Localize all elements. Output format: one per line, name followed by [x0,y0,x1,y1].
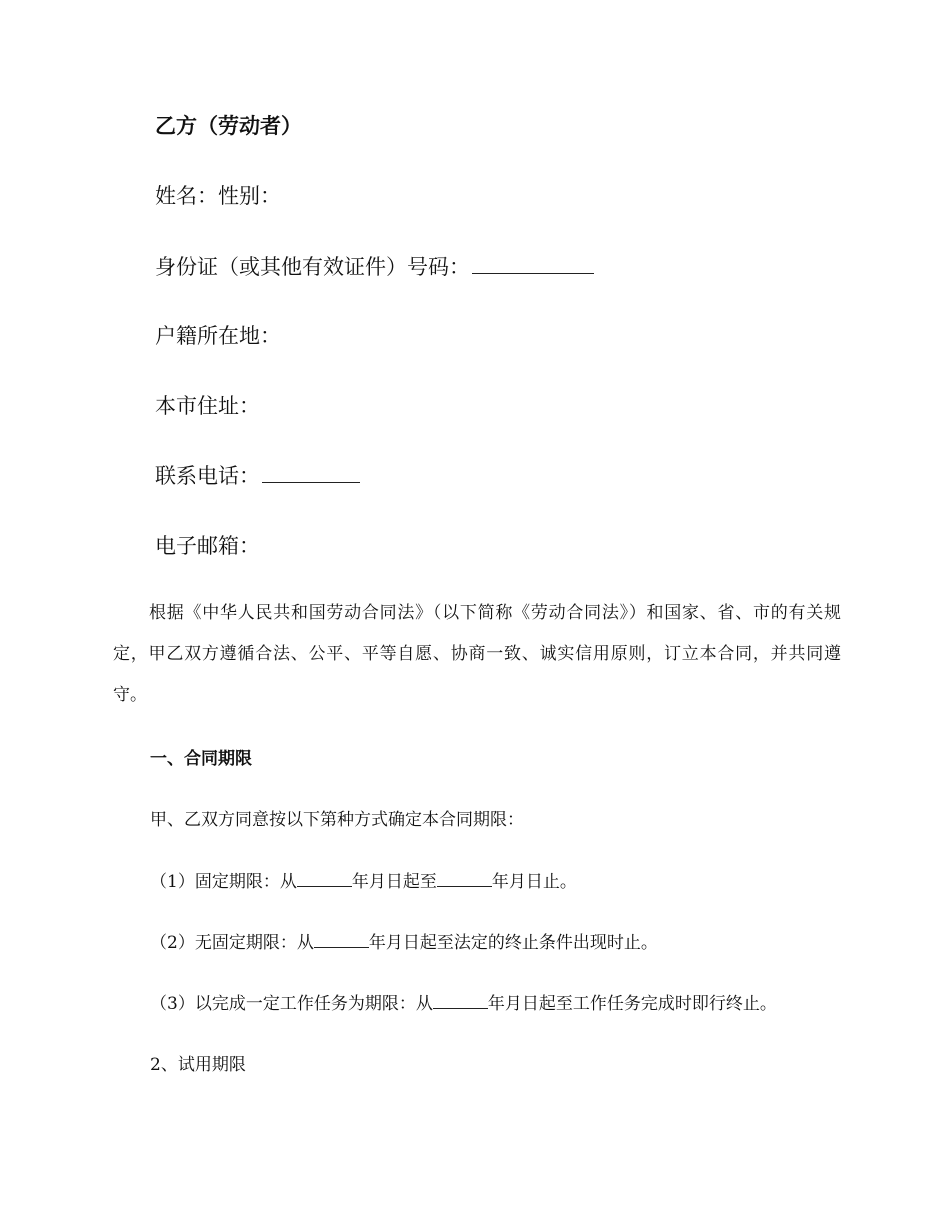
option3-start-year-blank[interactable] [433,994,488,1009]
option2-part-a: （2）无固定期限：从 [150,933,314,953]
section1-lead: 甲、乙双方同意按以下第种方式确定本合同期限： [150,810,524,830]
option1-part-b: 年月日起至 [351,872,437,892]
name-gender-field [155,184,281,209]
intro-text: 根据《中华人民共和国劳动合同法》（以下简称《劳动合同法》）和国家、省、市的有关规定，甲乙双方遵循合法、公平、平等自愿、协商一致、诚实信用原则，订立本合同，并共同遵守。 [113,603,841,705]
option1-line [150,872,577,892]
email-field [155,534,260,559]
section2-heading: 2、试用期限 [150,1055,246,1075]
option1-part-c: 年月日止。 [491,872,577,892]
option3-part-b: 年月日起至工作任务完成时即行终止。 [487,994,777,1014]
option1-part-a: （1）固定期限：从 [150,872,297,892]
option3-part-a: （3）以完成一定工作任务为期限：从 [150,994,433,1014]
name-gender-label: 姓名：性别： [155,184,281,208]
household-field [155,324,281,349]
email-label: 电子邮箱： [155,534,260,558]
id-number-label: 身份证（或其他有效证件）号码： [155,255,470,279]
phone-field [155,464,360,489]
option2-part-b: 年月日起至法定的终止条件出现时止。 [368,933,658,953]
phone-label: 联系电话： [155,464,260,488]
section1-heading: 一、合同期限 [150,749,252,769]
option2-start-year-blank[interactable] [314,933,369,948]
phone-blank[interactable] [262,464,360,483]
option2-line [150,933,658,953]
address-label: 本市住址： [155,394,260,418]
address-field [155,394,260,419]
intro-paragraph [113,593,841,716]
option1-start-year-blank[interactable] [297,872,352,887]
household-label: 户籍所在地： [155,324,281,348]
id-number-blank[interactable] [472,255,594,274]
party-b-heading: 乙方（劳动者） [155,114,302,138]
option1-end-year-blank[interactable] [437,872,492,887]
option3-line [150,994,777,1014]
id-number-field [155,255,594,280]
